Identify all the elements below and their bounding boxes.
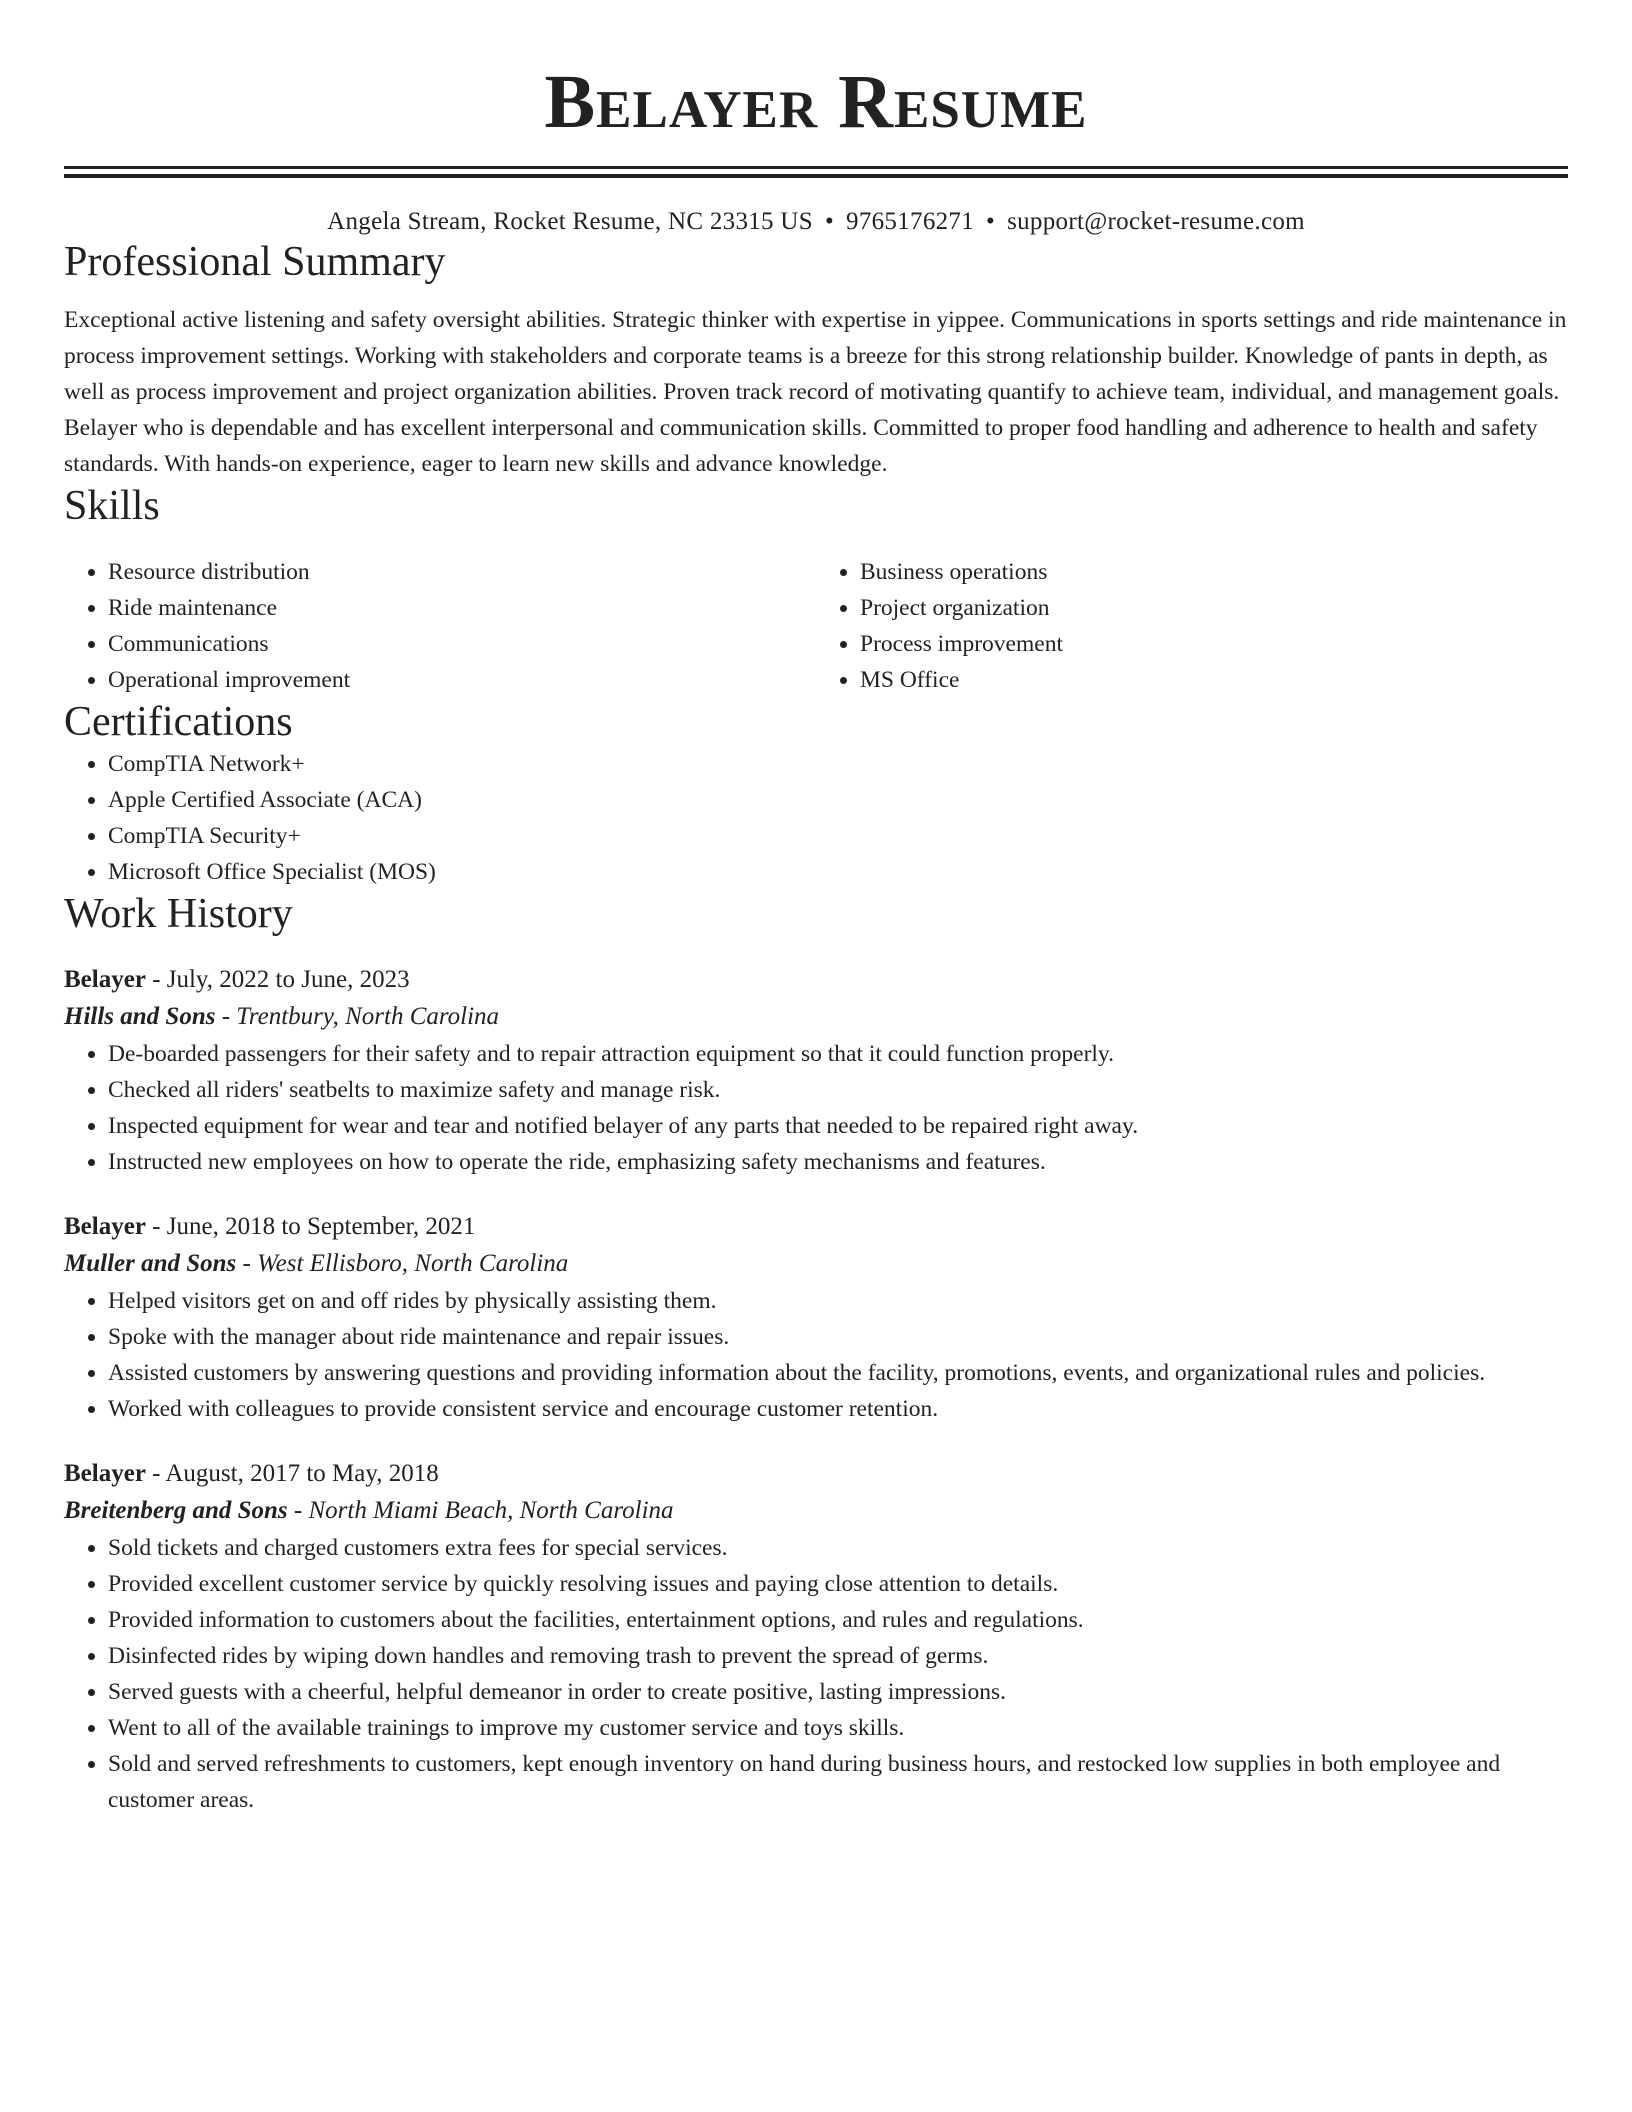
certification-item: • CompTIA Network+	[108, 746, 1568, 782]
certification-item: • Apple Certified Associate (ACA)	[108, 782, 1568, 818]
job-company-line	[64, 1492, 1568, 1530]
skill-item: • Resource distribution	[108, 554, 816, 590]
skills-list-left	[64, 554, 816, 698]
job-bullet: • Spoke with the manager about ride maintenance and repair issues.	[108, 1319, 1568, 1355]
job-bullet: • Inspected equipment for wear and tear and notified belayer of any parts that needed to be repaired right away.	[108, 1108, 1568, 1144]
job-spacer	[64, 1427, 1568, 1456]
job-bullets	[64, 1530, 1568, 1818]
certification-item: • CompTIA Security+	[108, 818, 1568, 854]
work-history-heading: Work History	[64, 891, 293, 937]
job-bullet: • Provided information to customers about the facilities, entertainment options, and rules and regulations.	[108, 1602, 1568, 1638]
contact-separator: •	[986, 208, 996, 235]
job-entry	[64, 1456, 1568, 1818]
job-bullet: • De-boarded passengers for their safety and to repair attraction equipment so that it could function properly.	[108, 1036, 1568, 1072]
skill-item: • MS Office	[860, 662, 1568, 698]
job-company: Hills and Sons	[64, 1003, 216, 1030]
job-spacer	[64, 1180, 1568, 1209]
certification-item: • Microsoft Office Specialist (MOS)	[108, 854, 1568, 890]
job-bullet: • Disinfected rides by wiping down handles and removing trash to prevent the spread of germs.	[108, 1638, 1568, 1674]
skills-heading: Skills	[64, 483, 160, 529]
resume-page	[64, 0, 1568, 1818]
job-title: Belayer	[64, 966, 146, 993]
job-location: - West Ellisboro, North Carolina	[236, 1250, 569, 1277]
job-dates: - August, 2017 to May, 2018	[145, 1460, 439, 1487]
job-bullet: • Provided excellent customer service by quickly resolving issues and paying close attention to details.	[108, 1566, 1568, 1602]
job-title-line	[64, 962, 1568, 998]
skill-item: • Ride maintenance	[108, 590, 816, 626]
job-title: Belayer	[64, 1213, 146, 1240]
job-entry	[64, 1209, 1568, 1427]
job-bullet: • Sold tickets and charged customers extra fees for special services.	[108, 1530, 1568, 1566]
job-entry	[64, 962, 1568, 1180]
contact-email: support@rocket-resume.com	[1007, 208, 1305, 235]
page-title: Belayer Resume	[544, 60, 1088, 144]
skill-item: • Operational improvement	[108, 662, 816, 698]
job-location: - North Miami Beach, North Carolina	[287, 1497, 674, 1524]
job-location: - Trentbury, North Carolina	[215, 1003, 500, 1030]
job-bullet: • Assisted customers by answering questions and providing information about the facility, promotions, events, and organizational rules and policies.	[108, 1355, 1568, 1391]
job-dates: - July, 2022 to June, 2023	[145, 966, 410, 993]
contact-separator: •	[824, 208, 835, 235]
contact-phone: 9765176271	[846, 208, 975, 235]
job-bullet: • Checked all riders' seatbelts to maximize safety and manage risk.	[108, 1072, 1568, 1108]
job-bullets	[64, 1283, 1568, 1427]
job-bullet: • Instructed new employees on how to operate the ride, emphasizing safety mechanisms and features.	[108, 1144, 1568, 1180]
skill-item: • Project organization	[860, 590, 1568, 626]
skill-item: • Business operations	[860, 554, 1568, 590]
job-company: Muller and Sons	[64, 1250, 237, 1277]
contact-address: Angela Stream, Rocket Resume, NC 23315 US	[327, 208, 813, 235]
title-divider	[64, 166, 1568, 178]
job-title-line	[64, 1456, 1568, 1492]
job-bullet: • Went to all of the available trainings to improve my customer service and toys skills.	[108, 1710, 1568, 1746]
skills-columns	[64, 554, 1568, 698]
job-bullet: • Helped visitors get on and off rides by physically assisting them.	[108, 1283, 1568, 1319]
job-bullets	[64, 1036, 1568, 1180]
skill-item: • Communications	[108, 626, 816, 662]
job-company-line	[64, 998, 1568, 1036]
job-company: Breitenberg and Sons	[64, 1497, 288, 1524]
contact-line	[64, 206, 1568, 238]
summary-text: Exceptional active listening and safety oversight abilities. Strategic thinker with expertise in yippee. Communications in sports settings and ride maintenance in process improvement settings. Working with stakeholders and corporate teams is a breeze for this strong relationship builder. Knowledge of pants in depth, as well as process improvement and project organization abilities. Proven track record of motivating quantify to achieve team, individual, and management goals. Belayer who is dependable and has excellent interpersonal and communication skills. Committed to proper food handling and adherence to health and safety standards. With hands-on experience, eager to learn new skills and advance knowledge.	[64, 307, 1567, 477]
job-bullet: • Sold and served refreshments to customers, kept enough inventory on hand during business hours, and restocked low supplies in both employee and customer areas.	[108, 1746, 1568, 1818]
job-dates: - June, 2018 to September, 2021	[145, 1213, 476, 1240]
skill-item: • Process improvement	[860, 626, 1568, 662]
job-bullet: • Served guests with a cheerful, helpful demeanor in order to create positive, lasting impressions.	[108, 1674, 1568, 1710]
job-company-line	[64, 1245, 1568, 1283]
job-bullet: • Worked with colleagues to provide consistent service and encourage customer retention.	[108, 1391, 1568, 1427]
certifications-heading: Certifications	[64, 699, 293, 745]
skills-list-right	[816, 554, 1568, 698]
certifications-list	[64, 746, 1568, 890]
job-title-line	[64, 1209, 1568, 1245]
summary-heading: Professional Summary	[64, 239, 446, 285]
job-title: Belayer	[64, 1460, 146, 1487]
